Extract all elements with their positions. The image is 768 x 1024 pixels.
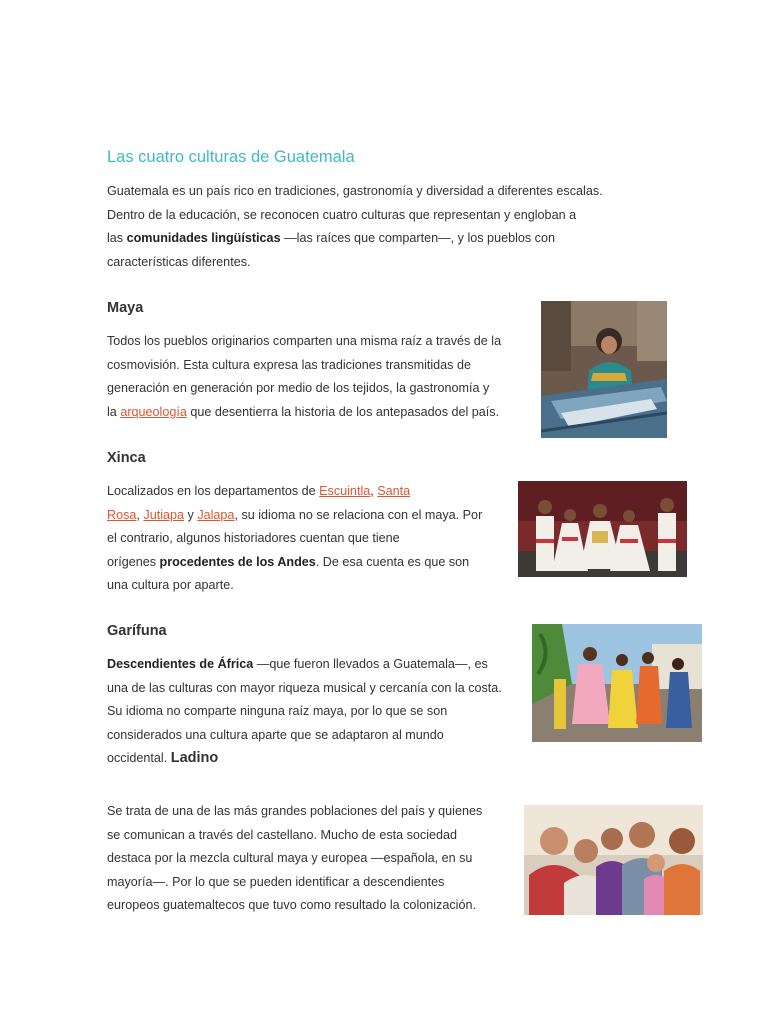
garifuna-line-5 <box>107 747 527 771</box>
intro-bold: comunidades lingüísticas <box>126 231 281 245</box>
maya-paragraph <box>107 330 532 424</box>
xinca-text: , <box>370 484 378 498</box>
xinca-line-2 <box>107 504 507 528</box>
garifuna-paragraph <box>107 653 527 771</box>
xinca-line-1 <box>107 480 507 504</box>
xinca-line-3: el contrario, algunos historiadores cuentan que tiene <box>107 531 400 545</box>
garifuna-line-2: una de las culturas con mayor riqueza musical y cercanía con la costa. <box>107 680 502 695</box>
xinca-text: y <box>184 507 198 522</box>
xinca-text: , su idioma no se relaciona con el maya. Por <box>234 507 483 522</box>
escuintla-link[interactable]: Escuintla <box>319 484 371 498</box>
garifuna-bold: Descendientes de África <box>107 657 254 671</box>
garifuna-parade-photo <box>532 624 702 742</box>
garifuna-text: occidental. <box>107 751 171 765</box>
ladino-heading: Ladino <box>170 750 219 766</box>
garifuna-text: —que fueron llevados a Guatemala—, es <box>253 657 488 671</box>
intro-line-4: características diferentes. <box>107 254 251 269</box>
maya-line-4 <box>107 401 532 425</box>
santa-rosa-link[interactable]: Santa <box>377 484 411 498</box>
maya-line-1: Todos los pueblos originarios comparten una misma raíz a través de la <box>107 334 502 348</box>
xinca-text: Localizados en los departamentos de <box>107 484 320 498</box>
santa-rosa-link[interactable]: Rosa <box>107 507 137 522</box>
xinca-text: . De esa cuenta es que son <box>315 554 470 569</box>
ladino-line-1: Se trata de una de las más grandes poblaciones del país y quienes <box>107 804 483 818</box>
xinca-dancers-photo <box>518 481 687 577</box>
ladino-line-3: destaca por la mezcla cultural maya y europea —española, en su <box>107 851 473 865</box>
intro-text: —las raíces que comparten—, y los pueblos con <box>280 231 555 245</box>
intro-line-1: Guatemala es un país rico en tradiciones, gastronomía y diversidad a diferentes escalas. <box>107 184 603 198</box>
intro-text: las <box>107 231 127 245</box>
garifuna-line-4: considerados una cultura aparte que se adaptaron al mundo <box>107 727 444 742</box>
maya-text: que desentierra la historia de los antepasados del país. <box>186 404 500 419</box>
ladino-line-5: europeos guatemaltecos que tuvo como resultado la colonización. <box>107 898 476 912</box>
ladino-paragraph <box>107 800 517 918</box>
garifuna-line-3: Su idioma no comparte ninguna raíz maya, por lo que se son <box>107 704 448 718</box>
xinca-line-5: una cultura por aparte. <box>107 578 234 592</box>
intro-line-2: Dentro de la educación, se reconocen cuatro culturas que representan y engloban a <box>107 207 577 222</box>
xinca-line-4 <box>107 551 507 575</box>
xinca-text: , <box>136 507 144 522</box>
xinca-text: orígenes <box>107 554 160 569</box>
garifuna-heading: Garífuna <box>107 623 167 639</box>
xinca-bold: procedentes de los Andes <box>159 554 316 569</box>
maya-line-2: cosmovisión. Esta cultura expresa las tradiciones transmitidas de <box>107 357 471 372</box>
page-title: Las cuatro culturas de Guatemala <box>107 148 355 166</box>
ladino-line-4: mayoría—. Por lo que se pueden identificar a descendientes <box>107 874 445 889</box>
maya-line-3: generación en generación por medio de los tejidos, la gastronomía y <box>107 381 490 395</box>
maya-heading: Maya <box>107 300 144 316</box>
xinca-heading: Xinca <box>107 450 146 466</box>
ladino-family-photo <box>524 805 703 915</box>
ladino-line-2: se comunican a través del castellano. Mucho de esta sociedad <box>107 827 458 842</box>
arqueologia-link[interactable]: arqueología <box>120 404 187 419</box>
jutiapa-link[interactable]: Jutiapa <box>143 507 185 522</box>
intro-paragraph <box>107 180 667 274</box>
garifuna-line-1 <box>107 653 527 677</box>
maya-text: la <box>107 404 121 419</box>
intro-line-3 <box>107 227 667 251</box>
jalapa-link[interactable]: Jalapa <box>197 507 235 522</box>
maya-weaver-photo <box>541 301 667 438</box>
xinca-paragraph <box>107 480 507 598</box>
